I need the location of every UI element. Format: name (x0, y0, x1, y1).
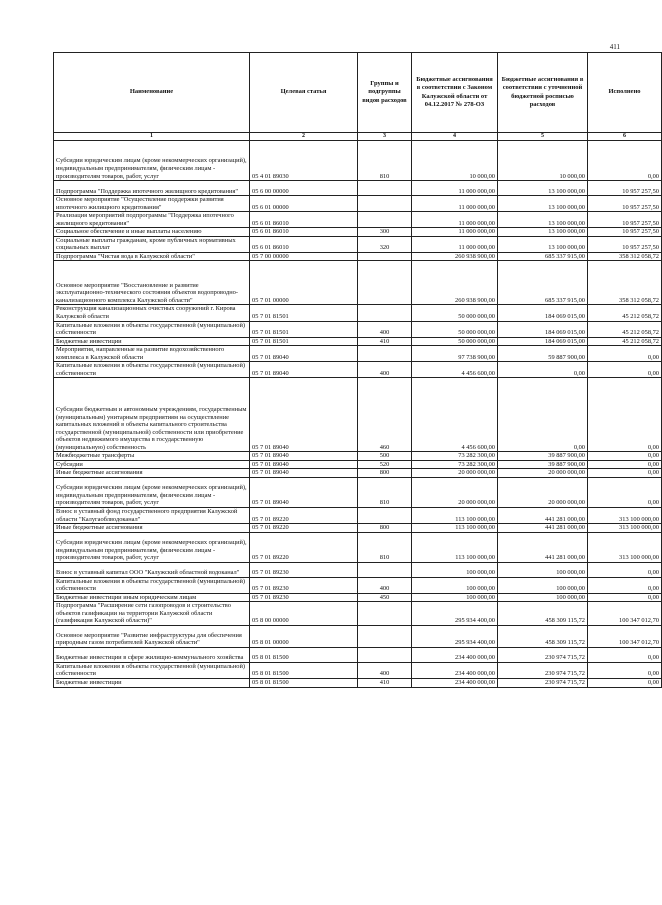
row-refined-amount: 458 309 115,72 (498, 625, 588, 647)
row-group: 810 (358, 532, 412, 562)
row-group: 500 (358, 452, 412, 461)
row-refined-amount: 441 281 000,00 (498, 524, 588, 533)
row-name: Основное мероприятие "Восстановление и развитие эксплуатационно-технического состояния объектов водопроводно-канализационного комплекса Калужской области" (54, 261, 250, 305)
row-done-amount: 10 957 257,50 (588, 196, 662, 212)
row-target-code: 05 6 01 86010 (250, 236, 358, 252)
row-refined-amount: 59 887 900,00 (498, 346, 588, 362)
row-refined-amount: 230 974 715,72 (498, 647, 588, 662)
table-row (54, 252, 662, 261)
row-group (358, 212, 412, 228)
table-row (54, 662, 662, 678)
row-done-amount: 0,00 (588, 562, 662, 577)
row-name: Реконструкция канализационных очистных сооружений г. Кирова Калужской области (54, 305, 250, 321)
row-group (358, 196, 412, 212)
row-target-code: 05 7 00 00000 (250, 252, 358, 261)
row-target-code: 05 7 01 89230 (250, 593, 358, 602)
row-refined-amount: 184 069 015,00 (498, 305, 588, 321)
row-done-amount: 45 212 058,72 (588, 305, 662, 321)
column-number: 6 (588, 133, 662, 141)
row-group: 800 (358, 469, 412, 478)
row-law-amount: 113 100 000,00 (412, 524, 498, 533)
table-row (54, 346, 662, 362)
row-done-amount: 10 957 257,50 (588, 212, 662, 228)
row-group (358, 261, 412, 305)
table-row (54, 593, 662, 602)
table-row (54, 452, 662, 461)
column-number-row (54, 133, 662, 141)
table-row (54, 679, 662, 688)
column-number: 1 (54, 133, 250, 141)
row-group (358, 252, 412, 261)
row-refined-amount: 13 100 000,00 (498, 181, 588, 196)
row-refined-amount: 184 069 015,00 (498, 337, 588, 346)
row-refined-amount: 184 069 015,00 (498, 321, 588, 337)
table-row (54, 228, 662, 237)
table-body (54, 141, 662, 688)
row-name: Бюджетные инвестиции иным юридическим лицам (54, 593, 250, 602)
row-name: Межбюджетные трансферты (54, 452, 250, 461)
row-law-amount: 100 000,00 (412, 593, 498, 602)
table-row (54, 337, 662, 346)
table-header-row (54, 53, 662, 133)
row-refined-amount: 0,00 (498, 378, 588, 452)
row-name: Мероприятия, направленные на развитие водохозяйственного комплекса в Калужской области (54, 346, 250, 362)
header-law: Бюджетные ассигнования в соответствии с Законом Калужской области от 04.12.2017 № 278-ОЗ (412, 53, 498, 133)
row-name: Капитальные вложения в объекты государственной (муниципальной) собственности (54, 577, 250, 593)
row-group (358, 562, 412, 577)
row-name: Капитальные вложения в объекты государственной (муниципальной) собственности (54, 321, 250, 337)
row-target-code: 05 6 01 00000 (250, 196, 358, 212)
row-target-code: 05 7 01 89040 (250, 378, 358, 452)
row-law-amount: 20 000 000,00 (412, 478, 498, 508)
row-name: Субсидии юридическим лицам (кроме некоммерческих организаций), индивидуальным предпринимателям, физическим лицам - производителям товаров, работ, услуг (54, 141, 250, 181)
row-group: 520 (358, 460, 412, 469)
row-law-amount: 113 100 000,00 (412, 508, 498, 524)
row-refined-amount: 100 000,00 (498, 562, 588, 577)
row-group (358, 508, 412, 524)
row-group (358, 647, 412, 662)
row-group (358, 305, 412, 321)
table-row (54, 460, 662, 469)
row-done-amount: 0,00 (588, 378, 662, 452)
row-name: Основное мероприятие "Развитие инфраструктуры для обеспечения природным газом потребителей Калужской области" (54, 625, 250, 647)
row-target-code: 05 7 01 89040 (250, 452, 358, 461)
column-number: 3 (358, 133, 412, 141)
row-done-amount: 0,00 (588, 460, 662, 469)
row-done-amount: 100 347 012,70 (588, 602, 662, 626)
row-law-amount: 73 282 300,00 (412, 452, 498, 461)
row-target-code: 05 7 01 81501 (250, 337, 358, 346)
row-name: Взнос в уставный капитал ООО "Калужский областной водоканал" (54, 562, 250, 577)
row-law-amount: 295 934 400,00 (412, 602, 498, 626)
row-done-amount: 0,00 (588, 362, 662, 378)
row-name: Капитальные вложения в объекты государственной (муниципальной) собственности (54, 662, 250, 678)
row-target-code: 05 7 01 89040 (250, 469, 358, 478)
row-group: 400 (358, 362, 412, 378)
row-done-amount: 313 100 000,00 (588, 532, 662, 562)
row-group: 410 (358, 679, 412, 688)
row-target-code: 05 8 01 81500 (250, 679, 358, 688)
table-row (54, 261, 662, 305)
column-number: 4 (412, 133, 498, 141)
row-law-amount: 50 000 000,00 (412, 337, 498, 346)
row-name: Иные бюджетные ассигнования (54, 469, 250, 478)
row-name: Бюджетные инвестиции (54, 337, 250, 346)
row-group (358, 602, 412, 626)
row-done-amount: 313 100 000,00 (588, 508, 662, 524)
row-law-amount: 4 456 600,00 (412, 378, 498, 452)
row-law-amount: 100 000,00 (412, 577, 498, 593)
row-target-code: 05 6 01 86010 (250, 212, 358, 228)
table-row (54, 378, 662, 452)
row-target-code: 05 7 01 89040 (250, 362, 358, 378)
row-refined-amount: 685 337 915,00 (498, 252, 588, 261)
row-name: Социальное обеспечение и иные выплаты населению (54, 228, 250, 237)
row-refined-amount: 100 000,00 (498, 593, 588, 602)
row-group (358, 346, 412, 362)
row-refined-amount: 100 000,00 (498, 577, 588, 593)
row-refined-amount: 20 000 000,00 (498, 469, 588, 478)
row-law-amount: 50 000 000,00 (412, 321, 498, 337)
row-target-code: 05 7 01 89040 (250, 478, 358, 508)
row-done-amount: 0,00 (588, 478, 662, 508)
row-done-amount: 0,00 (588, 141, 662, 181)
table-row (54, 469, 662, 478)
row-refined-amount: 20 000 000,00 (498, 478, 588, 508)
header-done: Исполнено (588, 53, 662, 133)
table-row (54, 196, 662, 212)
table-row (54, 508, 662, 524)
row-law-amount: 234 400 000,00 (412, 647, 498, 662)
row-law-amount: 234 400 000,00 (412, 662, 498, 678)
row-law-amount: 260 938 900,00 (412, 252, 498, 261)
row-done-amount: 0,00 (588, 593, 662, 602)
row-law-amount: 97 738 900,00 (412, 346, 498, 362)
row-done-amount: 10 957 257,50 (588, 181, 662, 196)
row-done-amount: 0,00 (588, 647, 662, 662)
row-group: 810 (358, 478, 412, 508)
table-row (54, 305, 662, 321)
column-number: 2 (250, 133, 358, 141)
row-target-code: 05 7 01 00000 (250, 261, 358, 305)
row-name: Субсидии юридическим лицам (кроме некоммерческих организаций), индивидуальным предпринимателям, физическим лицам - производителям товаров, работ, услуг (54, 532, 250, 562)
row-name: Бюджетные инвестиции в сфере жилищно-коммунального хозяйства (54, 647, 250, 662)
row-group: 810 (358, 141, 412, 181)
row-group: 400 (358, 321, 412, 337)
row-refined-amount: 10 000,00 (498, 141, 588, 181)
row-name: Подпрограмма "Расширение сети газопроводов и строительство объектов газификации на территории Калужской области (газификация Калужской области)" (54, 602, 250, 626)
row-law-amount: 260 938 900,00 (412, 261, 498, 305)
row-done-amount: 313 100 000,00 (588, 524, 662, 533)
row-law-amount: 11 000 000,00 (412, 236, 498, 252)
table-row (54, 647, 662, 662)
row-law-amount: 50 000 000,00 (412, 305, 498, 321)
table-row (54, 212, 662, 228)
row-law-amount: 11 000 000,00 (412, 212, 498, 228)
row-target-code: 05 6 00 00000 (250, 181, 358, 196)
row-refined-amount: 685 337 915,00 (498, 261, 588, 305)
header-name: Наименование (54, 53, 250, 133)
row-refined-amount: 13 100 000,00 (498, 228, 588, 237)
row-law-amount: 20 000 000,00 (412, 469, 498, 478)
row-group: 800 (358, 524, 412, 533)
row-refined-amount: 458 309 115,72 (498, 602, 588, 626)
row-target-code: 05 8 01 00000 (250, 625, 358, 647)
row-done-amount: 45 212 058,72 (588, 321, 662, 337)
row-group (358, 181, 412, 196)
table-row (54, 625, 662, 647)
row-name: Субсидии юридическим лицам (кроме некоммерческих организаций), индивидуальным предпринимателям, физическим лицам - производителям товаров, работ, услуг (54, 478, 250, 508)
row-done-amount: 358 312 058,72 (588, 252, 662, 261)
row-law-amount: 73 282 300,00 (412, 460, 498, 469)
row-law-amount: 11 000 000,00 (412, 196, 498, 212)
row-done-amount: 0,00 (588, 346, 662, 362)
row-target-code: 05 7 01 89220 (250, 532, 358, 562)
row-done-amount: 0,00 (588, 679, 662, 688)
row-refined-amount: 230 974 715,72 (498, 679, 588, 688)
row-target-code: 05 8 01 81500 (250, 647, 358, 662)
table-row (54, 524, 662, 533)
row-law-amount: 100 000,00 (412, 562, 498, 577)
table-row (54, 562, 662, 577)
row-group (358, 625, 412, 647)
row-group: 400 (358, 577, 412, 593)
row-done-amount: 10 957 257,50 (588, 228, 662, 237)
row-done-amount: 0,00 (588, 577, 662, 593)
table-row (54, 478, 662, 508)
row-name: Субсидии (54, 460, 250, 469)
row-law-amount: 295 934 400,00 (412, 625, 498, 647)
row-done-amount: 0,00 (588, 662, 662, 678)
row-group: 300 (358, 228, 412, 237)
row-refined-amount: 39 887 900,00 (498, 460, 588, 469)
row-group: 410 (358, 337, 412, 346)
row-refined-amount: 441 281 000,00 (498, 532, 588, 562)
row-group: 320 (358, 236, 412, 252)
row-target-code: 05 7 01 89220 (250, 524, 358, 533)
row-name: Иные бюджетные ассигнования (54, 524, 250, 533)
row-target-code: 05 6 01 86010 (250, 228, 358, 237)
table-row (54, 236, 662, 252)
row-target-code: 05 4 01 89030 (250, 141, 358, 181)
table-row (54, 141, 662, 181)
table-row (54, 321, 662, 337)
row-law-amount: 4 456 600,00 (412, 362, 498, 378)
row-refined-amount: 13 100 000,00 (498, 212, 588, 228)
row-done-amount: 358 312 058,72 (588, 261, 662, 305)
row-law-amount: 10 000,00 (412, 141, 498, 181)
header-refined: Бюджетные ассигнования в соответствии с уточненной бюджетной росписью расходов (498, 53, 588, 133)
row-refined-amount: 39 887 900,00 (498, 452, 588, 461)
row-name: Основное мероприятие "Осуществление поддержки развития ипотечного жилищного кредитования" (54, 196, 250, 212)
row-law-amount: 11 000 000,00 (412, 181, 498, 196)
row-target-code: 05 7 01 89230 (250, 577, 358, 593)
row-name: Субсидии бюджетным и автономным учреждениям, государственным (муниципальным) унитарным предприятиям на осуществление капитальных вложений в объекты капитального строительства государственной (муниципальной) собственности или приобретение объектов недвижимого имущества в государственную (муниципальную) собственность (54, 378, 250, 452)
row-name: Бюджетные инвестиции (54, 679, 250, 688)
table-row (54, 181, 662, 196)
row-law-amount: 11 000 000,00 (412, 228, 498, 237)
row-done-amount: 10 957 257,50 (588, 236, 662, 252)
row-name: Реализация мероприятий подпрограммы "Поддержка ипотечного жилищного кредитования" (54, 212, 250, 228)
row-group: 450 (358, 593, 412, 602)
row-target-code: 05 8 01 81500 (250, 662, 358, 678)
header-target: Целевая статья (250, 53, 358, 133)
row-name: Капитальные вложения в объекты государственной (муниципальной) собственности (54, 362, 250, 378)
column-number: 5 (498, 133, 588, 141)
row-refined-amount: 441 281 000,00 (498, 508, 588, 524)
row-done-amount: 45 212 058,72 (588, 337, 662, 346)
row-refined-amount: 230 974 715,72 (498, 662, 588, 678)
row-refined-amount: 13 100 000,00 (498, 236, 588, 252)
row-target-code: 05 7 01 81501 (250, 321, 358, 337)
row-refined-amount: 13 100 000,00 (498, 196, 588, 212)
row-done-amount: 0,00 (588, 452, 662, 461)
row-target-code: 05 7 01 89040 (250, 346, 358, 362)
row-group: 400 (358, 662, 412, 678)
row-target-code: 05 7 01 89220 (250, 508, 358, 524)
row-name: Подпрограмма "Поддержка ипотечного жилищного кредитования" (54, 181, 250, 196)
table-row (54, 532, 662, 562)
row-name: Подпрограмма "Чистая вода в Калужской области" (54, 252, 250, 261)
row-name: Социальные выплаты гражданам, кроме публичных нормативных социальных выплат (54, 236, 250, 252)
table-row (54, 362, 662, 378)
row-name: Взнос в уставный фонд государственного предприятия Калужской области "Калугаоблводоканал" (54, 508, 250, 524)
page-number: 411 (609, 43, 620, 51)
row-target-code: 05 7 01 81501 (250, 305, 358, 321)
table-row (54, 602, 662, 626)
row-done-amount: 100 347 012,70 (588, 625, 662, 647)
table-row (54, 577, 662, 593)
budget-table (53, 52, 662, 688)
row-law-amount: 113 100 000,00 (412, 532, 498, 562)
row-target-code: 05 8 00 00000 (250, 602, 358, 626)
row-target-code: 05 7 01 89230 (250, 562, 358, 577)
row-target-code: 05 7 01 89040 (250, 460, 358, 469)
row-group: 460 (358, 378, 412, 452)
header-group: Группы и подгруппы видов расходов (358, 53, 412, 133)
row-refined-amount: 0,00 (498, 362, 588, 378)
row-law-amount: 234 400 000,00 (412, 679, 498, 688)
row-done-amount: 0,00 (588, 469, 662, 478)
